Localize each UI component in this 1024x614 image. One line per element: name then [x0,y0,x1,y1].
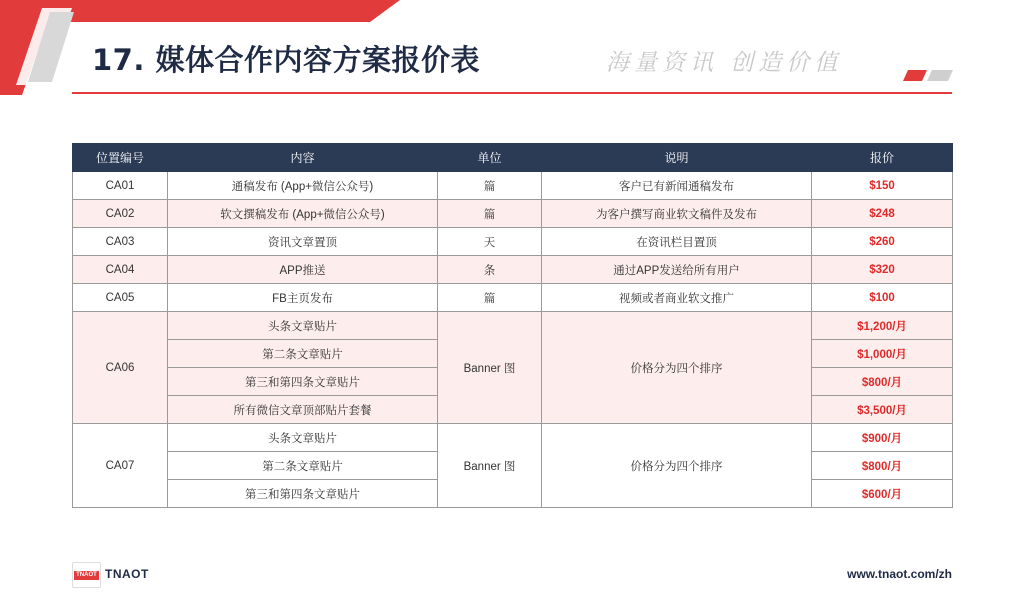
cell-unit: 篇 [438,284,542,312]
page-title: 17. 媒体合作内容方案报价表 [92,43,480,77]
cell-unit: 篇 [438,200,542,228]
cell-price: $100 [812,284,953,312]
cell-content: 第三和第四条文章贴片 [168,368,438,396]
website-url: www.tnaot.com/zh [847,567,952,581]
cell-price: $320 [812,256,953,284]
cell-unit: 天 [438,228,542,256]
pricing-table [72,143,953,508]
cell-code: CA06 [73,312,168,424]
cell-content: 第二条文章贴片 [168,452,438,480]
cell-content: 资讯文章置顶 [168,228,438,256]
brand-name: TNAOT [105,567,149,581]
slogan: 海量资讯 创造价值 [606,50,843,76]
cell-content: 第二条文章贴片 [168,340,438,368]
header-code: 位置编号 [73,144,168,172]
cell-unit: 条 [438,256,542,284]
cell-code: CA01 [73,172,168,200]
table-row [73,200,953,228]
cell-content: FB主页发布 [168,284,438,312]
table-row [73,284,953,312]
cell-content: 通稿发布 (App+微信公众号) [168,172,438,200]
cell-desc: 为客户撰写商业软文稿件及发布 [542,200,812,228]
cell-content: 头条文章贴片 [168,424,438,452]
cell-price: $260 [812,228,953,256]
logo-icon [72,562,101,588]
cell-code: CA05 [73,284,168,312]
cell-price: $600/月 [812,480,953,508]
table-row [73,228,953,256]
table-row [73,256,953,284]
cell-desc: 价格分为四个排序 [542,424,812,508]
cell-desc: 视频或者商业软文推广 [542,284,812,312]
header-content: 内容 [168,144,438,172]
title-divider [72,92,952,94]
cell-price: $800/月 [812,368,953,396]
cell-content: APP推送 [168,256,438,284]
cell-desc: 价格分为四个排序 [542,312,812,424]
cell-unit: Banner 图 [438,424,542,508]
cell-price: $248 [812,200,953,228]
cell-content: 所有微信文章顶部贴片套餐 [168,396,438,424]
cell-desc: 客户已有新闻通稿发布 [542,172,812,200]
header-unit: 单位 [438,144,542,172]
cell-price: $1,000/月 [812,340,953,368]
cell-code: CA04 [73,256,168,284]
cell-desc: 通过APP发送给所有用户 [542,256,812,284]
cell-price: $3,500/月 [812,396,953,424]
table-row [73,424,953,452]
cell-content: 软文撰稿发布 (App+微信公众号) [168,200,438,228]
cell-code: CA03 [73,228,168,256]
logo-badge: TNAOT [74,571,99,580]
cell-content: 第三和第四条文章贴片 [168,480,438,508]
cell-price: $800/月 [812,452,953,480]
cell-code: CA02 [73,200,168,228]
cell-price: $1,200/月 [812,312,953,340]
cell-desc: 在资讯栏目置顶 [542,228,812,256]
table-row [73,172,953,200]
cell-price: $150 [812,172,953,200]
accent-parallelograms [903,70,953,82]
header-desc: 说明 [542,144,812,172]
table-header-row [73,144,953,172]
cell-unit: Banner 图 [438,312,542,424]
header-price: 报价 [812,144,953,172]
cell-content: 头条文章贴片 [168,312,438,340]
cell-unit: 篇 [438,172,542,200]
table-row [73,312,953,340]
cell-price: $900/月 [812,424,953,452]
cell-code: CA07 [73,424,168,508]
